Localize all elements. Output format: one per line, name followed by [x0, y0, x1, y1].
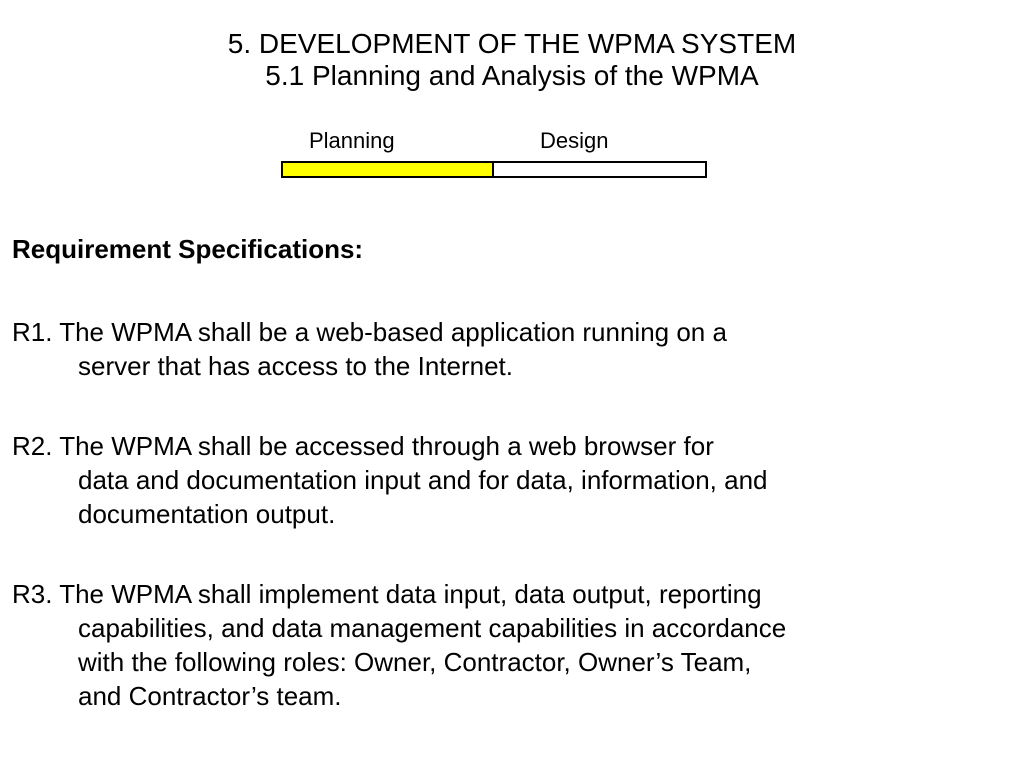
requirement-line: and Contractor’s team.: [78, 681, 342, 711]
phase-progress-bar: [281, 161, 707, 178]
requirement-line: R3. The WPMA shall implement data input, data output, reporting: [12, 579, 762, 609]
requirement-r2: [12, 429, 1012, 531]
phase-label-planning: Planning: [309, 128, 395, 153]
requirement-r1: [12, 315, 1012, 383]
requirement-line: documentation output.: [78, 499, 336, 529]
requirement-line: R1. The WPMA shall be a web-based application running on a: [12, 317, 727, 347]
phase-label-design: Design: [540, 128, 609, 153]
requirement-line: with the following roles: Owner, Contractor, Owner’s Team,: [78, 647, 752, 677]
requirement-line: data and documentation input and for data, information, and: [78, 465, 768, 495]
section-heading: Requirement Specifications:: [12, 234, 364, 264]
slide-subtitle: 5.1 Planning and Analysis of the WPMA: [265, 60, 759, 91]
requirement-line: capabilities, and data management capabilities in accordance: [78, 613, 787, 643]
requirement-line: server that has access to the Internet.: [78, 351, 514, 381]
requirement-r3: [12, 577, 1012, 713]
phase-segment-planning: [283, 163, 494, 176]
slide-title: 5. DEVELOPMENT OF THE WPMA SYSTEM: [227, 28, 797, 59]
phase-segment-design: [494, 163, 705, 176]
requirement-line: R2. The WPMA shall be accessed through a web browser for: [12, 431, 714, 461]
